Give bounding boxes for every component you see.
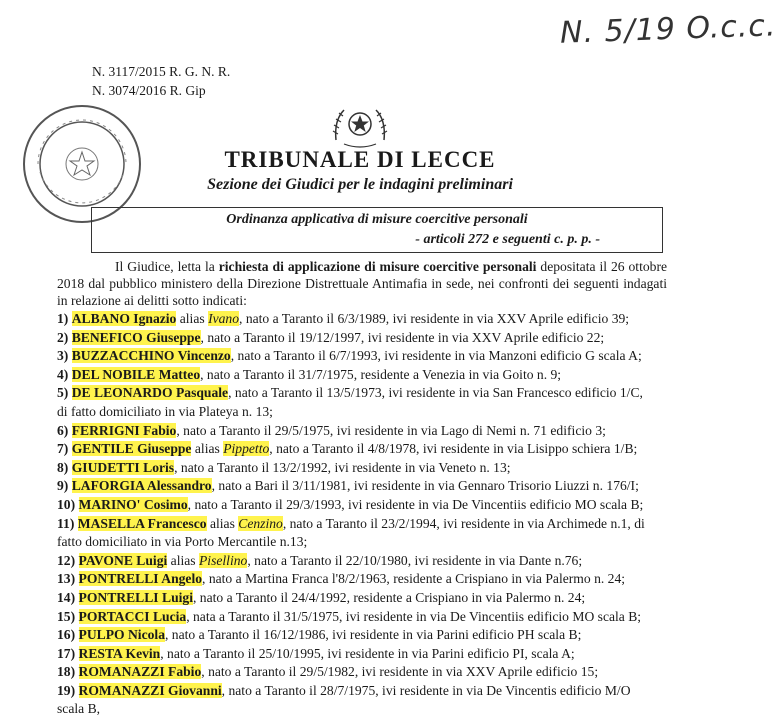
- list-item: [57, 589, 667, 608]
- case-references: [92, 62, 230, 100]
- item-number: 1): [57, 311, 69, 326]
- intro-text-end: depositata il 26 ottobre 2018 dal pubblico ministero della Direzione Distrettuale Antimafia in sede, nei confronti dei seguenti indagati in relazione ai delitti sotto indicati:: [57, 259, 668, 308]
- person-alias: Ivano: [208, 311, 240, 326]
- person-name: PONTRELLI Luigi: [78, 589, 193, 605]
- person-details-continued: scala B,: [57, 701, 101, 717]
- person-details: , nato a Taranto il 13/5/1973, ivi residente in via San Francesco edificio 1/C,: [228, 385, 643, 401]
- ref-rgnr: N. 3117/2015 R. G. N. R.: [92, 64, 231, 79]
- item-number: 13): [57, 571, 76, 587]
- person-name: GENTILE Giuseppe: [71, 441, 192, 457]
- person-details: , nato a Bari il 3/11/1981, ivi residente in via Gennaro Trisorio Liuzzi n. 176/I;: [211, 478, 639, 494]
- item-number: 16): [57, 627, 76, 643]
- court-title: TRIBUNALE DI LECCE: [224, 147, 496, 172]
- item-number: 17): [57, 645, 76, 661]
- item-number: 2): [57, 329, 69, 345]
- list-item: 7) GENTILE Giuseppe alias Pippetto, nato a Taranto il 4/8/1978, ivi residente in via Lisippo schiera 1/B;: [57, 441, 638, 457]
- person-name: DEL NOBILE Matteo: [71, 366, 201, 382]
- list-item: 1) ALBANO Ignazio alias Ivano, nato a Taranto il 6/3/1989, ivi residente in via XXV Aprile edificio 39;: [57, 311, 630, 326]
- list-item: [57, 570, 667, 589]
- list-item: [57, 384, 667, 403]
- person-details-continued: fatto domiciliato in via Porto Mercantile n.13;: [57, 534, 308, 550]
- person-details: , nato a Taranto il 29/3/1993, ivi residente in via De Vincentiis edificio MO scala B;: [187, 496, 644, 512]
- list-item: [57, 663, 667, 682]
- item-number: 9): [57, 478, 69, 494]
- list-item: [57, 608, 667, 627]
- person-name: MASELLA Francesco: [77, 515, 207, 531]
- person-details: , nato a Taranto il 28/7/1975, ivi residente in via De Vincentis edificio M/O: [221, 682, 631, 698]
- person-name: RESTA Kevin: [78, 645, 161, 661]
- list-item: [57, 626, 667, 645]
- list-item: [57, 366, 667, 385]
- person-name: ALBANO Ignazio: [71, 311, 177, 326]
- item-number: 6): [57, 422, 69, 438]
- person-details-continued: di fatto domiciliato in via Plateya n. 13;: [57, 403, 273, 419]
- person-name: BENEFICO Giuseppe: [71, 329, 201, 345]
- person-details: , nato a Taranto il 6/7/1993, ivi residente in via Manzoni edificio G scala A;: [230, 348, 642, 364]
- handwritten-case-number: N. 5/19 O.c.c.: [559, 8, 777, 51]
- intro-paragraph: [57, 258, 667, 309]
- person-name: DE LEONARDO Pasquale: [71, 385, 229, 401]
- person-name: PONTRELLI Angelo: [78, 571, 203, 587]
- person-alias: Pippetto: [223, 441, 270, 457]
- person-details: , nata a Taranto il 31/5/1975, ivi residente in via De Vincentiis edificio MO scala B;: [186, 608, 642, 624]
- item-number: 5): [57, 385, 69, 401]
- person-details: , nato a Taranto il 31/7/1975, residente a Venezia in via Goito n. 9;: [200, 366, 562, 382]
- list-item: [57, 645, 667, 664]
- list-item: [57, 422, 667, 441]
- list-item: [57, 329, 667, 348]
- suspects-list: [57, 310, 667, 719]
- person-name: MARINO' Cosimo: [78, 496, 188, 512]
- list-item: 12) PAVONE Luigi alias Pisellino, nato a Taranto il 22/10/1980, ivi residente in via Dante n.76;: [57, 552, 583, 568]
- item-number: 10): [57, 496, 76, 512]
- person-details: , nato a Taranto il 4/8/1978, ivi residente in via Lisippo schiera 1/B;: [269, 441, 638, 457]
- person-name: ROMANAZZI Giovanni: [78, 682, 222, 698]
- person-name: ROMANAZZI Fabio: [78, 664, 202, 680]
- person-details: , nato a Taranto il 13/2/1992, ivi residente in via Veneto n. 13;: [174, 459, 511, 475]
- person-name: PORTACCI Lucia: [78, 608, 187, 624]
- item-number: 14): [57, 589, 76, 605]
- republic-emblem-icon: [330, 100, 390, 150]
- person-name: PAVONE Luigi: [78, 552, 168, 568]
- ref-gip: N. 3074/2016 R. Gip: [92, 83, 206, 98]
- item-number: 18): [57, 664, 76, 680]
- person-name: FERRIGNI Fabio: [71, 422, 177, 438]
- person-details: , nato a Martina Franca l'8/2/1963, residente a Crispiano in via Palermo n. 24;: [202, 571, 626, 587]
- person-details: , nato a Taranto il 24/4/1992, residente a Crispiano in via Palermo n. 24;: [192, 589, 586, 605]
- item-number: 4): [57, 366, 69, 382]
- item-number: 8): [57, 459, 69, 475]
- item-number: 7): [57, 441, 69, 457]
- person-alias: Cenzino: [238, 515, 283, 531]
- list-item: 11) MASELLA Francesco alias Cenzino, nato a Taranto il 23/2/1994, ivi residente in via Archimede n.1, di: [57, 515, 645, 531]
- intro-request-bold: richiesta di applicazione di misure coercitive personali: [218, 259, 537, 274]
- person-details: , nato a Taranto il 16/12/1986, ivi residente in via Parini edificio PH scala B;: [165, 627, 582, 643]
- ordinance-articles: - articoli 272 e seguenti c. p. p. -: [415, 232, 600, 247]
- item-number: 3): [57, 348, 69, 364]
- person-details: , nato a Taranto il 29/5/1982, ivi residente in via XXV Aprile edificio 15;: [201, 664, 599, 680]
- list-item: [57, 477, 667, 496]
- item-number: 15): [57, 608, 76, 624]
- person-details: , nato a Taranto il 29/5/1975, ivi residente in via Lago di Nemi n. 71 edificio 3;: [176, 422, 606, 438]
- person-details: , nato a Taranto il 6/3/1989, ivi residente in via XXV Aprile edificio 39;: [239, 311, 630, 326]
- item-number: 19): [57, 682, 76, 698]
- person-name: LAFORGIA Alessandro: [71, 478, 212, 494]
- person-details: , nato a Taranto il 19/12/1997, ivi residente in via XXV Aprile edificio 22;: [200, 329, 605, 345]
- intro-text-start: Il Giudice, letta la: [115, 259, 219, 274]
- list-item: [57, 496, 667, 515]
- list-item: [57, 459, 667, 478]
- person-name: BUZZACCHINO Vincenzo: [71, 348, 231, 364]
- person-details: , nato a Taranto il 23/2/1994, ivi residente in via Archimede n.1, di: [282, 515, 645, 531]
- person-details: , nato a Taranto il 22/10/1980, ivi residente in via Dante n.76;: [247, 552, 583, 568]
- person-details: , nato a Taranto il 25/10/1995, ivi residente in via Parini edificio PI, scala A;: [160, 645, 575, 661]
- court-subtitle: Sezione dei Giudici per le indagini preliminari: [207, 176, 513, 193]
- list-item: [57, 347, 667, 366]
- ordinance-title: Ordinanza applicativa di misure coercitive personali: [226, 212, 528, 227]
- person-name: PULPO Nicola: [78, 627, 165, 643]
- list-item: [57, 682, 667, 701]
- person-name: GIUDETTI Loris: [71, 459, 175, 475]
- ordinance-title-box: [91, 207, 663, 253]
- person-alias: Pisellino: [199, 552, 248, 568]
- item-number: 11): [57, 515, 75, 531]
- item-number: 12): [57, 552, 76, 568]
